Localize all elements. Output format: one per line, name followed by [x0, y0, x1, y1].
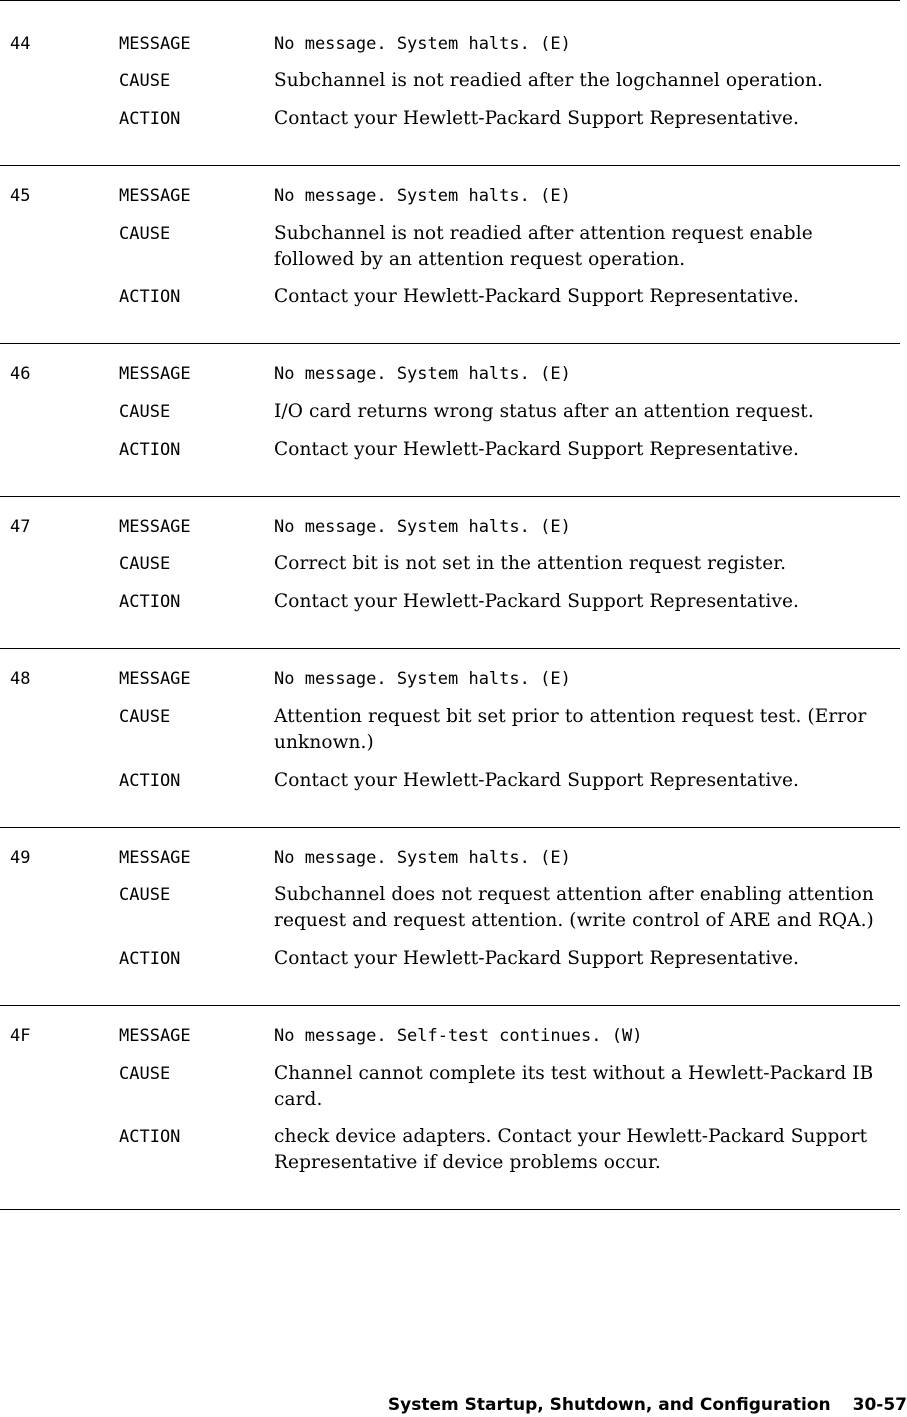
action-text: Contact your Hewlett-Packard Support Representative.: [274, 770, 800, 791]
message-text: No message. System halts. (E): [274, 364, 571, 384]
divider: [0, 827, 900, 828]
cause-label: CAUSE: [119, 71, 171, 91]
divider: [0, 343, 900, 344]
action-text: Contact your Hewlett-Packard Support Representative.: [274, 948, 800, 969]
action-text: Contact your Hewlett-Packard Support Representative.: [274, 591, 800, 612]
cause-text: Correct bit is not set in the attention request register.: [274, 553, 787, 574]
cause-text: Subchannel does not request attention after enabling attention request and request attention. (write control of ARE and RQA.): [274, 884, 874, 931]
cause-label: CAUSE: [119, 707, 171, 727]
error-code: 49: [10, 848, 31, 868]
error-code: 4F: [10, 1026, 31, 1046]
action-text: Contact your Hewlett-Packard Support Representative.: [274, 439, 800, 460]
divider: [0, 1005, 900, 1006]
action-label: ACTION: [119, 1127, 181, 1147]
divider-top: [0, 0, 900, 1]
cause-text: I/O card returns wrong status after an attention request.: [274, 401, 814, 422]
error-code: 48: [10, 669, 31, 689]
error-code: 47: [10, 517, 31, 537]
message-text: No message. System halts. (E): [274, 186, 571, 206]
cause-text: Subchannel is not readied after the logchannel operation.: [274, 70, 823, 91]
page-number: 30-57: [852, 1395, 907, 1415]
cause-label: CAUSE: [119, 554, 171, 574]
message-label: MESSAGE: [119, 848, 191, 868]
error-code: 46: [10, 364, 31, 384]
message-text: No message. System halts. (E): [274, 669, 571, 689]
cause-text: Attention request bit set prior to attention request test. (Error unknown.): [274, 706, 867, 753]
cause-label: CAUSE: [119, 224, 171, 244]
action-label: ACTION: [119, 949, 181, 969]
cause-text: Subchannel is not readied after attention request enable followed by an attention request operation.: [274, 223, 813, 270]
action-label: ACTION: [119, 440, 181, 460]
message-text: No message. Self-test continues. (W): [274, 1026, 643, 1046]
cause-text: Channel cannot complete its test without a Hewlett-Packard IB card.: [274, 1063, 874, 1110]
error-code: 44: [10, 34, 31, 54]
message-label: MESSAGE: [119, 517, 191, 537]
action-text: Contact your Hewlett-Packard Support Representative.: [274, 286, 800, 307]
action-label: ACTION: [119, 592, 181, 612]
message-label: MESSAGE: [119, 364, 191, 384]
message-label: MESSAGE: [119, 669, 191, 689]
message-label: MESSAGE: [119, 186, 191, 206]
cause-label: CAUSE: [119, 402, 171, 422]
footer-section-title: System Startup, Shutdown, and Configuration: [387, 1395, 831, 1415]
message-label: MESSAGE: [119, 34, 191, 54]
divider: [0, 496, 900, 497]
cause-label: CAUSE: [119, 1064, 171, 1084]
action-label: ACTION: [119, 771, 181, 791]
message-text: No message. System halts. (E): [274, 848, 571, 868]
message-text: No message. System halts. (E): [274, 34, 571, 54]
divider: [0, 165, 900, 166]
cause-label: CAUSE: [119, 885, 171, 905]
action-label: ACTION: [119, 287, 181, 307]
error-code: 45: [10, 186, 31, 206]
message-label: MESSAGE: [119, 1026, 191, 1046]
message-text: No message. System halts. (E): [274, 517, 571, 537]
action-text: Contact your Hewlett-Packard Support Representative.: [274, 108, 800, 129]
action-text: check device adapters. Contact your Hewlett-Packard Support Representative if device problems occur.: [274, 1126, 868, 1173]
action-label: ACTION: [119, 109, 181, 129]
divider: [0, 648, 900, 649]
divider-bottom: [0, 1209, 900, 1210]
page-footer: [376, 1369, 907, 1417]
